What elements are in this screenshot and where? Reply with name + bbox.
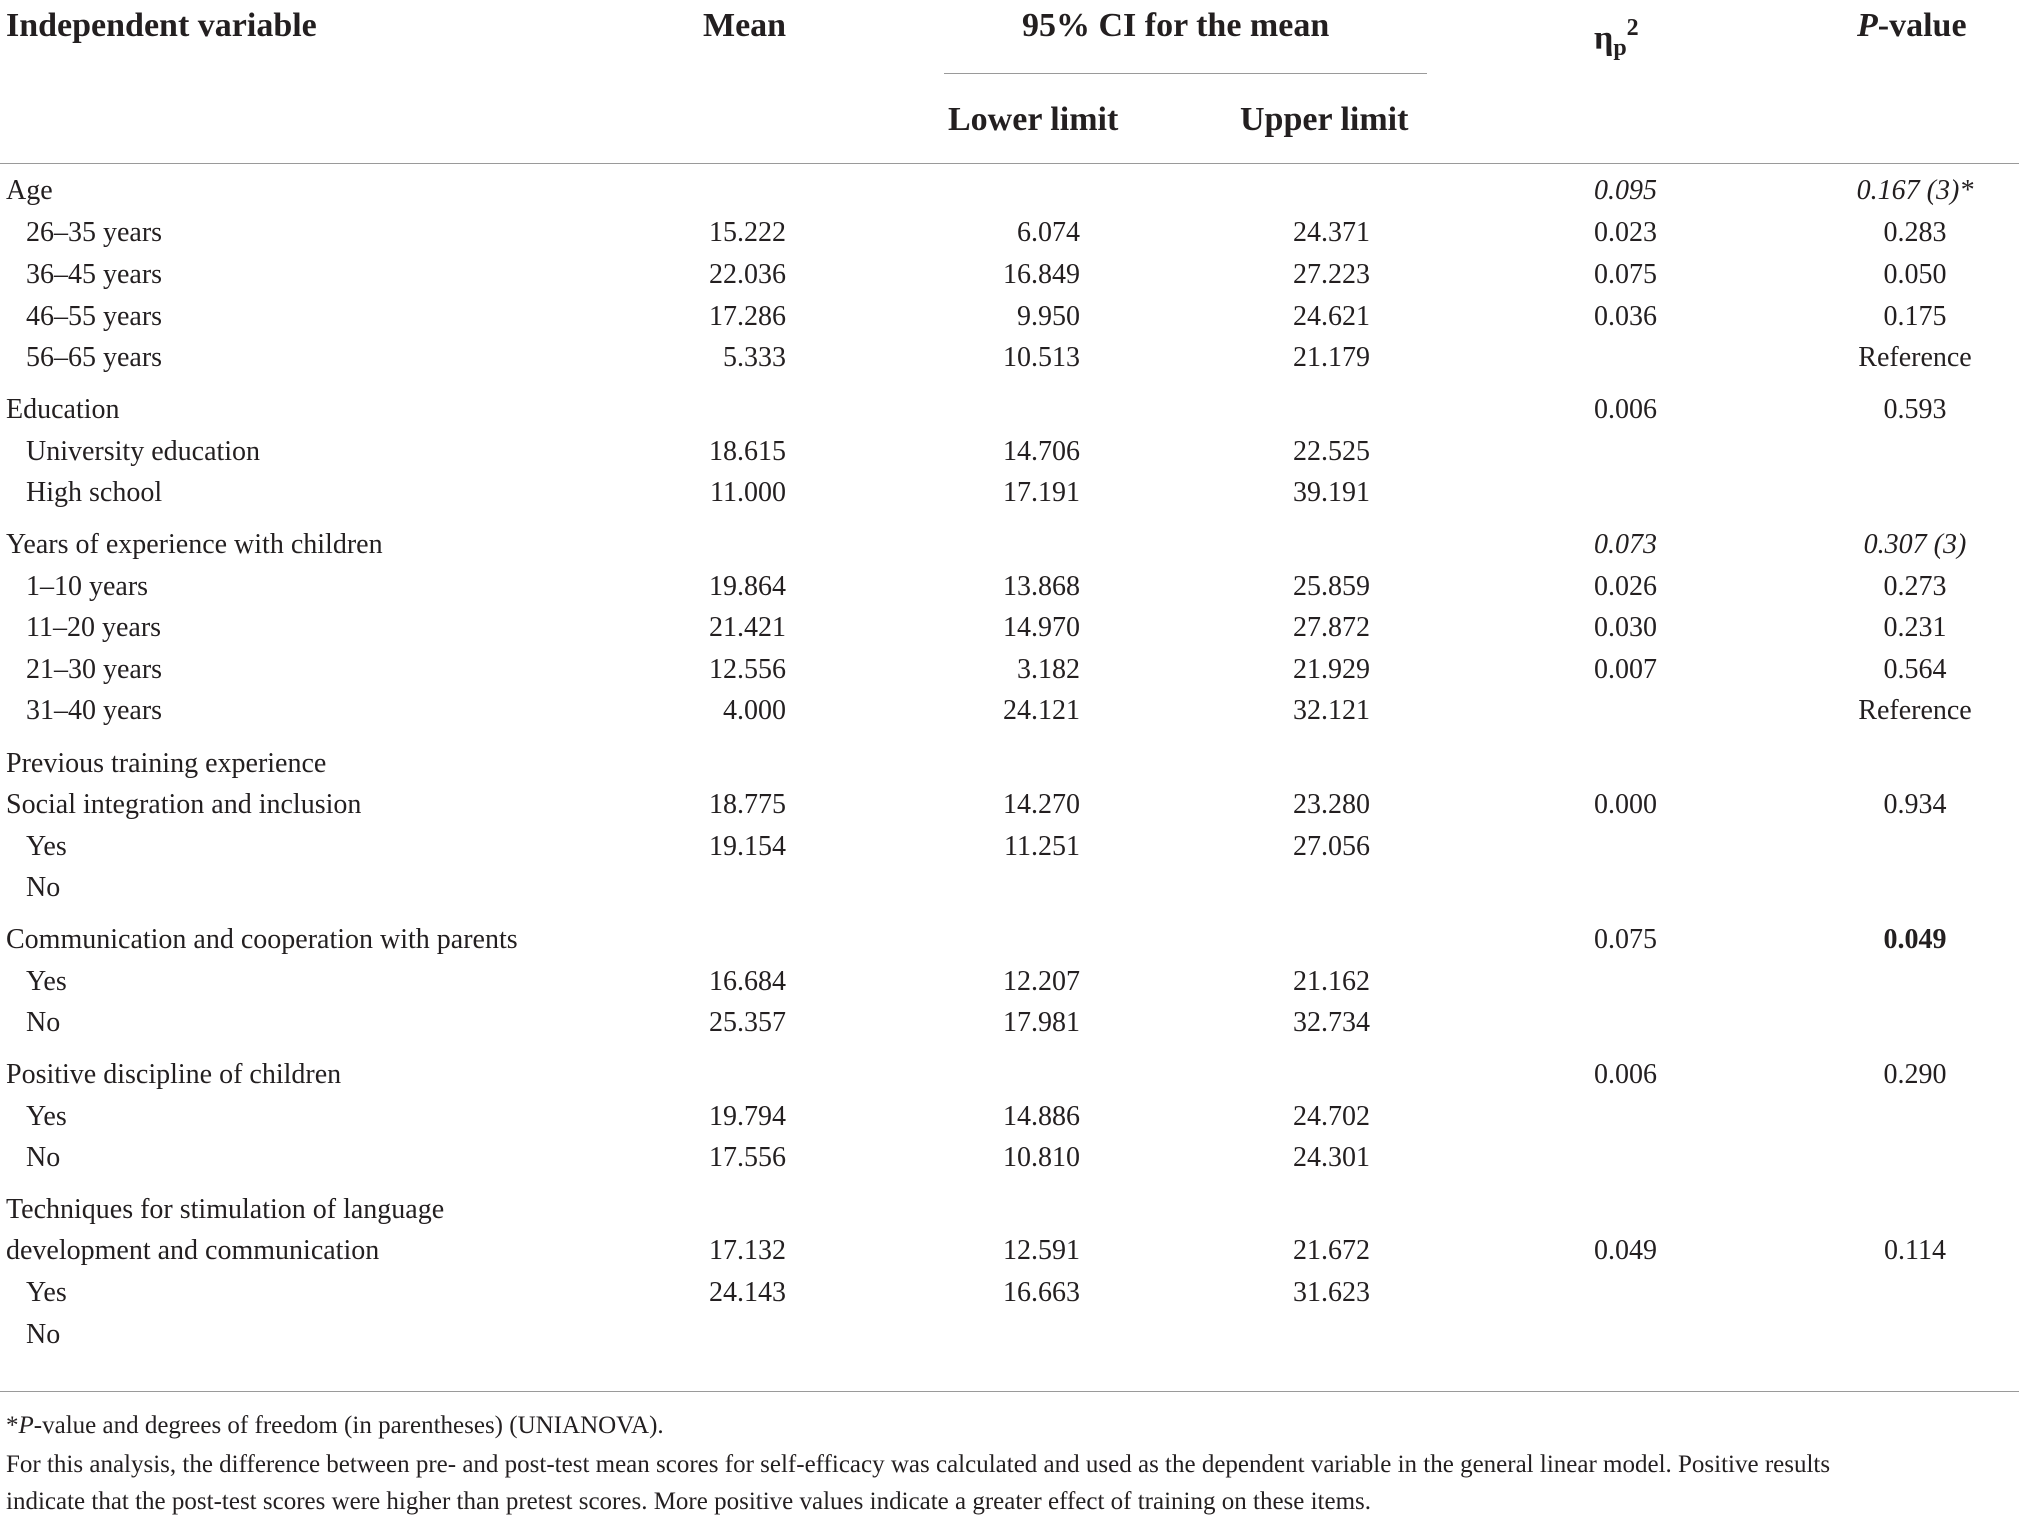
upper-limit-value: 21.672	[1293, 1235, 1370, 1266]
upper-limit-value: 24.621	[1293, 301, 1370, 332]
row-label: Yes	[26, 1277, 67, 1308]
eta-value: 0.049	[1594, 1235, 1657, 1266]
row-label: No	[26, 872, 61, 903]
upper-limit-value: 24.301	[1293, 1142, 1370, 1173]
mean-value: 4.000	[723, 695, 786, 726]
row-label: development and communication	[6, 1235, 380, 1266]
upper-limit-value: 23.280	[1293, 789, 1370, 820]
row-label: Yes	[26, 1101, 67, 1132]
mean-value: 15.222	[709, 217, 786, 248]
eta-value: 0.075	[1594, 259, 1657, 290]
upper-limit-value: 22.525	[1293, 436, 1370, 467]
header-independent-variable: Independent variable	[6, 7, 317, 44]
row-label: No	[26, 1319, 61, 1350]
lower-limit-value: 13.868	[1003, 571, 1080, 602]
eta-value: 0.000	[1594, 789, 1657, 820]
p-value: 0.934	[1883, 789, 1947, 820]
eta-value: 0.006	[1594, 1059, 1657, 1090]
row-label: 46–55 years	[26, 301, 163, 332]
row-label: High school	[26, 477, 163, 508]
upper-limit-value: 21.179	[1293, 342, 1370, 373]
p-value: 0.050	[1883, 259, 1947, 290]
mean-value: 18.775	[709, 789, 786, 820]
eta-value: 0.030	[1594, 612, 1657, 643]
upper-limit-value: 27.056	[1293, 831, 1370, 862]
mean-value: 19.794	[709, 1101, 786, 1132]
row-label: 1–10 years	[26, 571, 149, 602]
header-lower-limit: Lower limit	[948, 101, 1119, 138]
row-label: 56–65 years	[26, 342, 163, 373]
header-upper-limit: Upper limit	[1240, 101, 1409, 138]
p-value: 0.231	[1883, 612, 1947, 643]
p-value: 0.114	[1884, 1235, 1946, 1266]
mean-value: 21.421	[709, 612, 786, 643]
row-label: Yes	[26, 831, 67, 862]
p-value: 0.290	[1883, 1059, 1947, 1090]
p-value: 0.049	[1883, 924, 1947, 955]
p-value: Reference	[1858, 695, 1972, 726]
mean-value: 22.036	[709, 259, 786, 290]
mean-value: 5.333	[723, 342, 786, 373]
mean-value: 17.286	[709, 301, 786, 332]
p-value: Reference	[1858, 342, 1972, 373]
eta-value: 0.036	[1594, 301, 1657, 332]
mean-value: 25.357	[709, 1007, 786, 1038]
upper-limit-value: 25.859	[1293, 571, 1370, 602]
row-label: Positive discipline of children	[6, 1059, 342, 1090]
row-label: Previous training experience	[6, 748, 327, 779]
row-label: Communication and cooperation with parents	[6, 924, 518, 955]
upper-limit-value: 32.121	[1293, 695, 1370, 726]
lower-limit-value: 24.121	[1003, 695, 1080, 726]
lower-limit-value: 14.970	[1003, 612, 1080, 643]
ci-underline	[944, 73, 1427, 74]
row-label: Years of experience with children	[6, 529, 383, 560]
lower-limit-value: 6.074	[1017, 217, 1080, 248]
eta-value: 0.073	[1594, 529, 1657, 560]
mean-value: 19.154	[709, 831, 786, 862]
eta-value: 0.006	[1594, 394, 1657, 425]
p-value: 0.564	[1883, 654, 1947, 685]
lower-limit-value: 14.706	[1003, 436, 1080, 467]
p-value: 0.175	[1883, 301, 1947, 332]
p-value: 0.273	[1883, 571, 1947, 602]
row-label: 21–30 years	[26, 654, 163, 685]
row-label: Education	[6, 394, 120, 425]
footnote-analysis-line2: indicate that the post-test scores were higher than pretest scores. More positive values indicate a greater effect of training on these items.	[6, 1488, 1372, 1515]
lower-limit-value: 10.513	[1003, 342, 1080, 373]
mean-value: 17.556	[709, 1142, 786, 1173]
lower-limit-value: 11.251	[1004, 831, 1080, 862]
row-label: Techniques for stimulation of language	[6, 1194, 445, 1225]
lower-limit-value: 14.270	[1003, 789, 1080, 820]
row-label: 31–40 years	[26, 695, 163, 726]
upper-limit-value: 27.223	[1293, 259, 1370, 290]
mean-value: 24.143	[709, 1277, 786, 1308]
row-label: No	[26, 1007, 61, 1038]
row-label: Yes	[26, 966, 67, 997]
upper-limit-value: 39.191	[1293, 477, 1370, 508]
lower-limit-value: 17.191	[1003, 477, 1080, 508]
lower-limit-value: 9.950	[1017, 301, 1080, 332]
header-p-value: P-value	[1857, 7, 1967, 44]
lower-limit-value: 17.981	[1003, 1007, 1080, 1038]
row-label: 36–45 years	[26, 259, 163, 290]
upper-limit-value: 31.623	[1293, 1277, 1370, 1308]
lower-limit-value: 10.810	[1003, 1142, 1080, 1173]
upper-limit-value: 32.734	[1293, 1007, 1370, 1038]
row-label: Age	[6, 175, 53, 206]
upper-limit-value: 24.702	[1293, 1101, 1370, 1132]
eta-value: 0.075	[1594, 924, 1657, 955]
header-rule	[0, 163, 2019, 164]
mean-value: 11.000	[710, 477, 786, 508]
lower-limit-value: 12.591	[1003, 1235, 1080, 1266]
upper-limit-value: 27.872	[1293, 612, 1370, 643]
footer-rule	[0, 1391, 2019, 1392]
p-value: 0.307 (3)	[1863, 529, 1967, 560]
lower-limit-value: 16.849	[1003, 259, 1080, 290]
upper-limit-value: 21.162	[1293, 966, 1370, 997]
footnote-pvalue: *P-value and degrees of freedom (in parentheses) (UNIANOVA).	[6, 1412, 664, 1439]
mean-value: 19.864	[709, 571, 786, 602]
lower-limit-value: 3.182	[1017, 654, 1080, 685]
lower-limit-value: 12.207	[1003, 966, 1080, 997]
eta-value: 0.095	[1594, 175, 1657, 206]
p-value: 0.167 (3)*	[1856, 175, 1974, 206]
upper-limit-value: 24.371	[1293, 217, 1370, 248]
upper-limit-value: 21.929	[1293, 654, 1370, 685]
row-label: Social integration and inclusion	[6, 789, 362, 820]
row-label: 11–20 years	[26, 612, 162, 643]
p-value: 0.283	[1883, 217, 1947, 248]
eta-value: 0.026	[1594, 571, 1657, 602]
row-label: No	[26, 1142, 61, 1173]
header-mean: Mean	[703, 7, 787, 44]
header-ci: 95% CI for the mean	[1022, 7, 1330, 44]
mean-value: 18.615	[709, 436, 786, 467]
eta-value: 0.023	[1594, 217, 1657, 248]
row-label: 26–35 years	[26, 217, 163, 248]
header-eta: $\eta_p^2$	[1594, 15, 1639, 61]
p-value: 0.593	[1883, 394, 1947, 425]
footnote-analysis-line1: For this analysis, the difference between pre- and post-test mean scores for self-efficacy was calculated and used as the dependent variable in the general linear model. Positive results	[6, 1451, 1831, 1478]
mean-value: 12.556	[709, 654, 786, 685]
lower-limit-value: 14.886	[1003, 1101, 1080, 1132]
lower-limit-value: 16.663	[1003, 1277, 1080, 1308]
mean-value: 17.132	[709, 1235, 786, 1266]
eta-value: 0.007	[1594, 654, 1657, 685]
row-label: University education	[26, 436, 261, 467]
mean-value: 16.684	[709, 966, 786, 997]
